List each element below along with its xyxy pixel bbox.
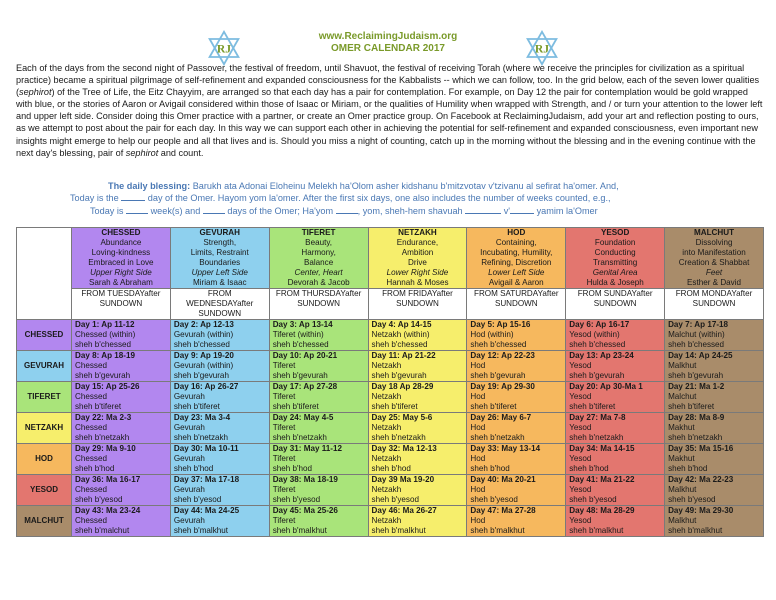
start-day-line: after SUNDOWN: [593, 289, 653, 308]
row-label-chessed: CHESSED: [17, 320, 72, 351]
day-quality: Netzakh: [371, 516, 402, 525]
day-cell: [467, 320, 566, 351]
day-phrase: sheh b'netzakh: [173, 433, 229, 442]
day-cell: [368, 320, 467, 351]
day-phrase: sheh b'malkhut: [371, 526, 426, 535]
day-quality: Yesod: [569, 423, 592, 432]
start-day-line: after SUNDOWN: [99, 289, 161, 308]
day-cell: [665, 351, 764, 382]
day-quality: Yesod: [569, 485, 592, 494]
day-cell: [170, 444, 269, 475]
figures: Esther & David: [687, 278, 742, 287]
day-cell: [269, 475, 368, 506]
body-side: Lower Left Side: [488, 268, 545, 277]
day-quality: Yesod: [569, 516, 592, 525]
day-phrase: sheh b'chessed: [75, 340, 131, 349]
start-day-gevurah: [170, 289, 269, 320]
day-cell: [72, 320, 171, 351]
omer-calendar-table: [16, 227, 764, 537]
day-cell: [269, 382, 368, 413]
quality-line: Dissolving: [695, 238, 733, 247]
day-cell: [269, 413, 368, 444]
column-header-chessed: [72, 228, 171, 289]
day-date: Day 14: Ap 24-25: [668, 351, 733, 360]
blessing-label: The daily blessing:: [108, 181, 191, 191]
day-phrase: sheh b'tiferet: [272, 402, 319, 411]
day-cell: [170, 413, 269, 444]
day-date: Day 25: May 5-6: [371, 413, 433, 422]
day-quality: Gevurah (within): [173, 361, 234, 370]
day-quality: Chessed: [75, 454, 107, 463]
column-header-netzakh: [368, 228, 467, 289]
start-day-line: FROM TUESDAY: [81, 289, 145, 298]
start-day-hod: [467, 289, 566, 320]
day-cell: [269, 351, 368, 382]
day-phrase: sheh b'netzakh: [75, 433, 130, 442]
day-date: Day 11: Ap 21-22: [371, 351, 436, 360]
day-quality: Malkhut: [668, 485, 697, 494]
day-cell: [170, 475, 269, 506]
omer-week-row: [17, 506, 764, 537]
day-phrase: sheh b'chessed: [668, 340, 725, 349]
day-date: Day 48: Ma 28-29: [569, 506, 635, 515]
day-phrase: sheh b'chessed: [272, 340, 329, 349]
day-date: Day 45: Ma 25-26: [272, 506, 338, 515]
start-day-chessed: [72, 289, 171, 320]
start-day-line: FROM MONDAY: [675, 289, 737, 298]
day-phrase: sheh b'hod: [272, 464, 313, 473]
day-date: Day 21: Ma 1-2: [668, 382, 725, 391]
day-cell: [170, 320, 269, 351]
day-date: Day 13: Ap 23-24: [569, 351, 634, 360]
day-quality: Hod: [470, 485, 486, 494]
day-date: Day 2: Ap 12-13: [173, 320, 234, 329]
row-label-tiferet: TIFERET: [17, 382, 72, 413]
day-phrase: sheh b'malkhut: [173, 526, 229, 535]
day-quality: Gevurah: [173, 454, 205, 463]
quality-line: Harmony,: [301, 248, 336, 257]
day-phrase: sheh b'hod: [371, 464, 411, 473]
day-phrase: sheh b'netzakh: [470, 433, 525, 442]
day-date: Day 40: Ma 20-21: [470, 475, 536, 484]
day-phrase: sheh b'gevurah: [272, 371, 328, 380]
figures: Hannah & Moses: [386, 278, 449, 287]
day-cell: [467, 506, 566, 537]
day-phrase: sheh b'yesod: [371, 495, 419, 504]
day-phrase: sheh b'netzakh: [371, 433, 426, 442]
day-cell: [72, 382, 171, 413]
day-quality: Gevurah: [173, 516, 205, 525]
day-quality: Hod: [470, 454, 486, 463]
row-label-gevurah: GEVURAH: [17, 351, 72, 382]
row-label-netzakh: NETZAKH: [17, 413, 72, 444]
column-header-row: [17, 228, 764, 289]
day-quality: Hod: [470, 423, 486, 432]
day-quality: Yesod (within): [569, 330, 620, 339]
quality-line: Balance: [303, 258, 334, 267]
day-phrase: sheh b'malchut: [75, 526, 130, 535]
quality-line: into Manifestation: [682, 248, 746, 257]
quality-line: Endurance,: [396, 238, 439, 247]
day-quality: Tiferet: [272, 454, 296, 463]
day-phrase: sheh b'yesod: [668, 495, 716, 504]
day-phrase: sheh b'malkhut: [569, 526, 624, 535]
day-quality: Malkhut: [668, 516, 697, 525]
body-side: Feet: [705, 268, 723, 277]
day-date: Day 28: Ma 8-9: [668, 413, 725, 422]
day-cell: [170, 351, 269, 382]
day-phrase: sheh b'yesod: [569, 495, 617, 504]
start-day-line: after SUNDOWN: [198, 299, 254, 318]
day-quality: Chessed: [75, 423, 107, 432]
column-name: MALCHUT: [694, 228, 735, 237]
omer-week-row: [17, 351, 764, 382]
day-cell: [467, 413, 566, 444]
start-day-line: after SUNDOWN: [297, 289, 362, 308]
day-quality: Gevurah (within): [173, 330, 234, 339]
day-date: Day 33: May 13-14: [470, 444, 541, 453]
day-phrase: sheh b'chessed: [173, 340, 230, 349]
body-side: Upper Left Side: [191, 268, 248, 277]
day-cell: [368, 382, 467, 413]
day-quality: Chessed: [75, 361, 107, 370]
day-cell: [665, 382, 764, 413]
column-name: TIFERET: [301, 228, 336, 237]
day-quality: Gevurah: [173, 485, 205, 494]
quality-line: Containing,: [495, 238, 537, 247]
day-date: Day 23: Ma 3-4: [173, 413, 231, 422]
quality-line: Foundation: [594, 238, 636, 247]
figures: Miriam & Isaac: [193, 278, 247, 287]
day-quality: Tiferet: [272, 392, 296, 401]
day-date: Day 6: Ap 16-17: [569, 320, 630, 329]
day-phrase: sheh b'yesod: [470, 495, 518, 504]
day-cell: [467, 382, 566, 413]
intro-paragraph: Each of the days from the second night of Passover, the festival of freedom, until Shavuot, the festival of receiving Torah (where we receive the principles for civilization as a spiritual practice) became a spiritual pilgrimage of self-refinement and expanded consciousness for the Kabbalists -- which we can follow, too. In the grid below, each of the seven lower qualities (sephirot) of the Tree of Life, the Eitz Chayyim, are arranged so that each day has a pair for contemplation. For example, on Day 12 the pair for contemplation would be gold wrapped with blue, or the stories of Aaron or Avigail considered within those of Isaac or Miriam, or the qualities of Humility when wrapped with Strength, and / or turn your attention to the lower left and upper left side. Consider doing this Omer practice with a partner, or create an Omer practice group. On Facebook at ReclaimingJudaism, add your art and reflection posting to ours, as we attempt to post about the pair for each day. In this way we can support each other in achieving the potential for self-refinement and expanded consciousness, even important new insights might emerge to help our people and all that lives and is. Should you miss a night of counting, catch up in the morning without the blessing and in the evening continue with the next day's blessing, pair of sephirot and count.: [16, 63, 763, 158]
day-quality: Tiferet: [272, 485, 296, 494]
day-quality: Hod: [470, 361, 486, 370]
day-phrase: sheh b'tiferet: [173, 402, 220, 411]
day-date: Day 19: Ap 29-30: [470, 382, 535, 391]
day-date: Day 39 Ma 19-20: [371, 475, 435, 484]
page-title: OMER CALENDAR 2017: [331, 43, 445, 54]
day-quality: Yesod: [569, 392, 592, 401]
start-day-netzakh: [368, 289, 467, 320]
quality-line: Creation & Shabbat: [678, 258, 750, 267]
day-date: Day 35: Ma 15-16: [668, 444, 734, 453]
day-quality: Hod: [470, 392, 486, 401]
row-label-yesod: YESOD: [17, 475, 72, 506]
day-date: Day 26: May 6-7: [470, 413, 532, 422]
day-cell: [72, 413, 171, 444]
day-date: Day 4: Ap 14-15: [371, 320, 432, 329]
day-date: Day 37: Ma 17-18: [173, 475, 240, 484]
column-name: CHESSED: [101, 228, 141, 237]
day-cell: [368, 413, 467, 444]
omer-week-row: [17, 475, 764, 506]
day-date: Day 17: Ap 27-28: [272, 382, 338, 391]
figures: Avigail & Aaron: [488, 278, 544, 287]
day-date: Day 12: Ap 22-23: [470, 351, 535, 360]
day-date: Day 41: Ma 21-22: [569, 475, 635, 484]
day-phrase: sheh b'malkhut: [668, 526, 723, 535]
start-day-line: after SUNDOWN: [396, 289, 453, 308]
column-header-yesod: [566, 228, 665, 289]
day-quality: Netzakh: [371, 485, 402, 494]
body-side: Genital Area: [592, 268, 638, 277]
day-date: Day 44: Ma 24-25: [173, 506, 240, 515]
day-phrase: sheh b'tiferet: [569, 402, 616, 411]
omer-week-row: [17, 413, 764, 444]
site-url[interactable]: www.ReclaimingJudaism.org: [318, 31, 458, 42]
day-cell: [566, 320, 665, 351]
quality-line: Strength,: [203, 238, 237, 247]
start-day-line: FROM SUNDAY: [577, 289, 637, 298]
day-date: Day 8: Ap 18-19: [75, 351, 135, 360]
quality-line: Abundance: [100, 238, 142, 247]
day-date: Day 30: Ma 10-11: [173, 444, 239, 453]
day-phrase: sheh b'yesod: [272, 495, 321, 504]
start-day-line: FROM WEDNESDAY: [186, 289, 238, 308]
start-day-line: FROM FRIDAY: [382, 289, 437, 298]
day-cell: [170, 382, 269, 413]
start-day-yesod: [566, 289, 665, 320]
day-phrase: sheh b'hod: [668, 464, 708, 473]
day-date: Day 22: Ma 2-3: [75, 413, 132, 422]
figures: Sarah & Abraham: [88, 278, 153, 287]
day-cell: [467, 444, 566, 475]
day-phrase: sheh b'gevurah: [668, 371, 724, 380]
day-quality: Tiferet: [272, 361, 296, 370]
day-phrase: sheh b'gevurah: [569, 371, 625, 380]
day-quality: Yesod: [569, 361, 592, 370]
day-phrase: sheh b'chessed: [470, 340, 527, 349]
day-cell: [72, 444, 171, 475]
day-phrase: sheh b'tiferet: [371, 402, 418, 411]
day-date: Day 49: Ma 29-30: [668, 506, 734, 515]
day-quality: Netzakh: [371, 361, 402, 370]
day-quality: Gevurah: [173, 423, 205, 432]
quality-line: Loving-kindness: [91, 248, 151, 257]
day-phrase: sheh b'malkhut: [470, 526, 525, 535]
day-cell: [467, 475, 566, 506]
day-phrase: sheh b'netzakh: [569, 433, 624, 442]
day-cell: [368, 444, 467, 475]
day-phrase: sheh b'chessed: [371, 340, 428, 349]
quality-line: Transmitting: [593, 258, 638, 267]
corner-cell: [17, 228, 72, 320]
day-cell: [72, 351, 171, 382]
day-phrase: sheh b'hod: [173, 464, 214, 473]
day-cell: [665, 413, 764, 444]
day-cell: [566, 506, 665, 537]
figures: Hulda & Joseph: [586, 278, 644, 287]
day-date: Day 31: May 11-12: [272, 444, 342, 453]
day-date: Day 15: Ap 25-26: [75, 382, 140, 391]
body-side: Upper Right Side: [90, 268, 152, 277]
day-phrase: sheh b'hod: [470, 464, 510, 473]
day-phrase: sheh b'gevurah: [75, 371, 131, 380]
day-cell: [665, 506, 764, 537]
column-header-malchut: [665, 228, 764, 289]
day-date: Day 7: Ap 17-18: [668, 320, 729, 329]
day-quality: Tiferet: [272, 516, 296, 525]
day-quality: Malchut (within): [668, 330, 725, 339]
day-phrase: sheh b'netzakh: [272, 433, 327, 442]
quality-line: Incubating, Humility,: [480, 248, 553, 257]
daily-blessing: The daily blessing: Barukh ata Adonai Eloheinu Melekh ha'Olom asher kidshanu b'mitzvotav v'tzivanu al sefirat ha'omer. And, Today is the day of the Omer. Hayom yom la'omer. After the first six days, one also includes the number of weeks counted, e.g., Today is week(s) and days of the Omer; Ha'yom , yom, sheh-hem shavuah v' yamim la'Omer: [70, 181, 619, 216]
day-cell: [269, 320, 368, 351]
day-cell: [566, 382, 665, 413]
quality-line: Embraced in Love: [88, 258, 154, 267]
day-quality: Tiferet: [272, 423, 296, 432]
day-date: Day 34: Ma 14-15: [569, 444, 635, 453]
day-phrase: sheh b'gevurah: [173, 371, 229, 380]
row-label-malchut: MALCHUT: [17, 506, 72, 537]
body-side: Center, Heart: [294, 268, 343, 277]
column-name: YESOD: [600, 228, 630, 237]
day-date: Day 36: Ma 16-17: [75, 475, 141, 484]
day-quality: Tiferet (within): [272, 330, 324, 339]
day-date: Day 32: Ma 12-13: [371, 444, 437, 453]
day-cell: [665, 475, 764, 506]
column-name: GEVURAH: [199, 228, 240, 237]
day-cell: [269, 444, 368, 475]
body-side: Lower Right Side: [386, 268, 449, 277]
day-cell: [368, 475, 467, 506]
day-date: Day 29: Ma 9-10: [75, 444, 136, 453]
day-quality: Chessed: [75, 516, 107, 525]
day-phrase: sheh b'hod: [75, 464, 115, 473]
day-cell: [665, 444, 764, 475]
day-cell: [566, 351, 665, 382]
day-cell: [269, 506, 368, 537]
column-name: HOD: [507, 228, 526, 237]
day-quality: Hod: [470, 516, 486, 525]
day-phrase: sheh b'hod: [569, 464, 609, 473]
svg-text:RJ: RJ: [534, 42, 550, 56]
day-quality: Malkhut: [668, 361, 697, 370]
omer-week-row: [17, 444, 764, 475]
day-date: Day 3: Ap 13-14: [272, 320, 333, 329]
day-date: Day 47: Ma 27-28: [470, 506, 536, 515]
day-quality: Netzakh (within): [371, 330, 430, 339]
quality-line: Refining, Discretion: [481, 258, 552, 267]
day-date: Day 24: May 4-5: [272, 413, 334, 422]
quality-line: Beauty,: [305, 238, 333, 247]
day-date: Day 16: Ap 26-27: [173, 382, 239, 391]
day-date: Day 43: Ma 23-24: [75, 506, 141, 515]
day-quality: Yesod: [569, 454, 592, 463]
day-phrase: sheh b'tiferet: [75, 402, 122, 411]
svg-text:RJ: RJ: [216, 42, 232, 56]
start-day-line: FROM THURSDAY: [275, 289, 346, 298]
day-phrase: sheh b'gevurah: [470, 371, 526, 380]
day-quality: Gevurah: [173, 392, 205, 401]
day-phrase: sheh b'gevurah: [371, 371, 427, 380]
day-phrase: sheh b'tiferet: [668, 402, 715, 411]
day-date: Day 9: Ap 19-20: [173, 351, 234, 360]
start-day-row: [17, 289, 764, 320]
day-date: Day 20: Ap 30-Ma 1: [569, 382, 643, 391]
start-day-malchut: [665, 289, 764, 320]
day-quality: Netzakh: [371, 423, 402, 432]
day-date: Day 27: Ma 7-8: [569, 413, 626, 422]
day-cell: [665, 320, 764, 351]
day-quality: Hod (within): [470, 330, 514, 339]
day-date: Day 5: Ap 15-16: [470, 320, 531, 329]
column-header-gevurah: [170, 228, 269, 289]
day-date: Day 10: Ap 20-21: [272, 351, 338, 360]
day-quality: Netzakh: [371, 454, 402, 463]
day-cell: [467, 351, 566, 382]
day-phrase: sheh b'netzakh: [668, 433, 723, 442]
day-date: Day 38: Ma 18-19: [272, 475, 338, 484]
start-day-line: after SUNDOWN: [692, 289, 753, 308]
day-cell: [72, 475, 171, 506]
day-cell: [170, 506, 269, 537]
day-quality: Chessed: [75, 485, 107, 494]
day-phrase: sheh b'malkhut: [272, 526, 327, 535]
omer-week-row: [17, 320, 764, 351]
column-header-hod: [467, 228, 566, 289]
day-phrase: sheh b'yesod: [173, 495, 222, 504]
day-quality: Makhut: [668, 423, 695, 432]
day-quality: Netzakh: [371, 392, 402, 401]
start-day-line: FROM SATURDAY: [474, 289, 543, 298]
quality-line: Limits, Restraint: [190, 248, 249, 257]
day-cell: [566, 444, 665, 475]
day-quality: Chessed: [75, 392, 107, 401]
day-date: Day 1: Ap 11-12: [75, 320, 135, 329]
day-phrase: sheh b'yesod: [75, 495, 123, 504]
quality-line: Boundaries: [199, 258, 241, 267]
day-cell: [368, 506, 467, 537]
figures: Devorah & Jacob: [287, 278, 350, 287]
column-name: NETZAKH: [398, 228, 437, 237]
day-phrase: sheh b'chessed: [569, 340, 626, 349]
column-header-tiferet: [269, 228, 368, 289]
day-cell: [566, 475, 665, 506]
day-cell: [72, 506, 171, 537]
day-date: Day 46: Ma 26-27: [371, 506, 437, 515]
row-label-hod: HOD: [17, 444, 72, 475]
day-quality: Makhut: [668, 454, 695, 463]
day-quality: Malchut: [668, 392, 697, 401]
start-day-line: after SUNDOWN: [494, 289, 559, 308]
omer-week-row: [17, 382, 764, 413]
day-quality: Chessed (within): [75, 330, 136, 339]
start-day-tiferet: [269, 289, 368, 320]
quality-line: Conducting: [594, 248, 636, 257]
quality-line: Ambition: [401, 248, 434, 257]
day-date: Day 18 Ap 28-29: [371, 382, 434, 391]
day-phrase: sheh b'tiferet: [470, 402, 517, 411]
day-date: Day 42: Ma 22-23: [668, 475, 734, 484]
quality-line: Drive: [408, 258, 427, 267]
day-cell: [566, 413, 665, 444]
day-cell: [368, 351, 467, 382]
